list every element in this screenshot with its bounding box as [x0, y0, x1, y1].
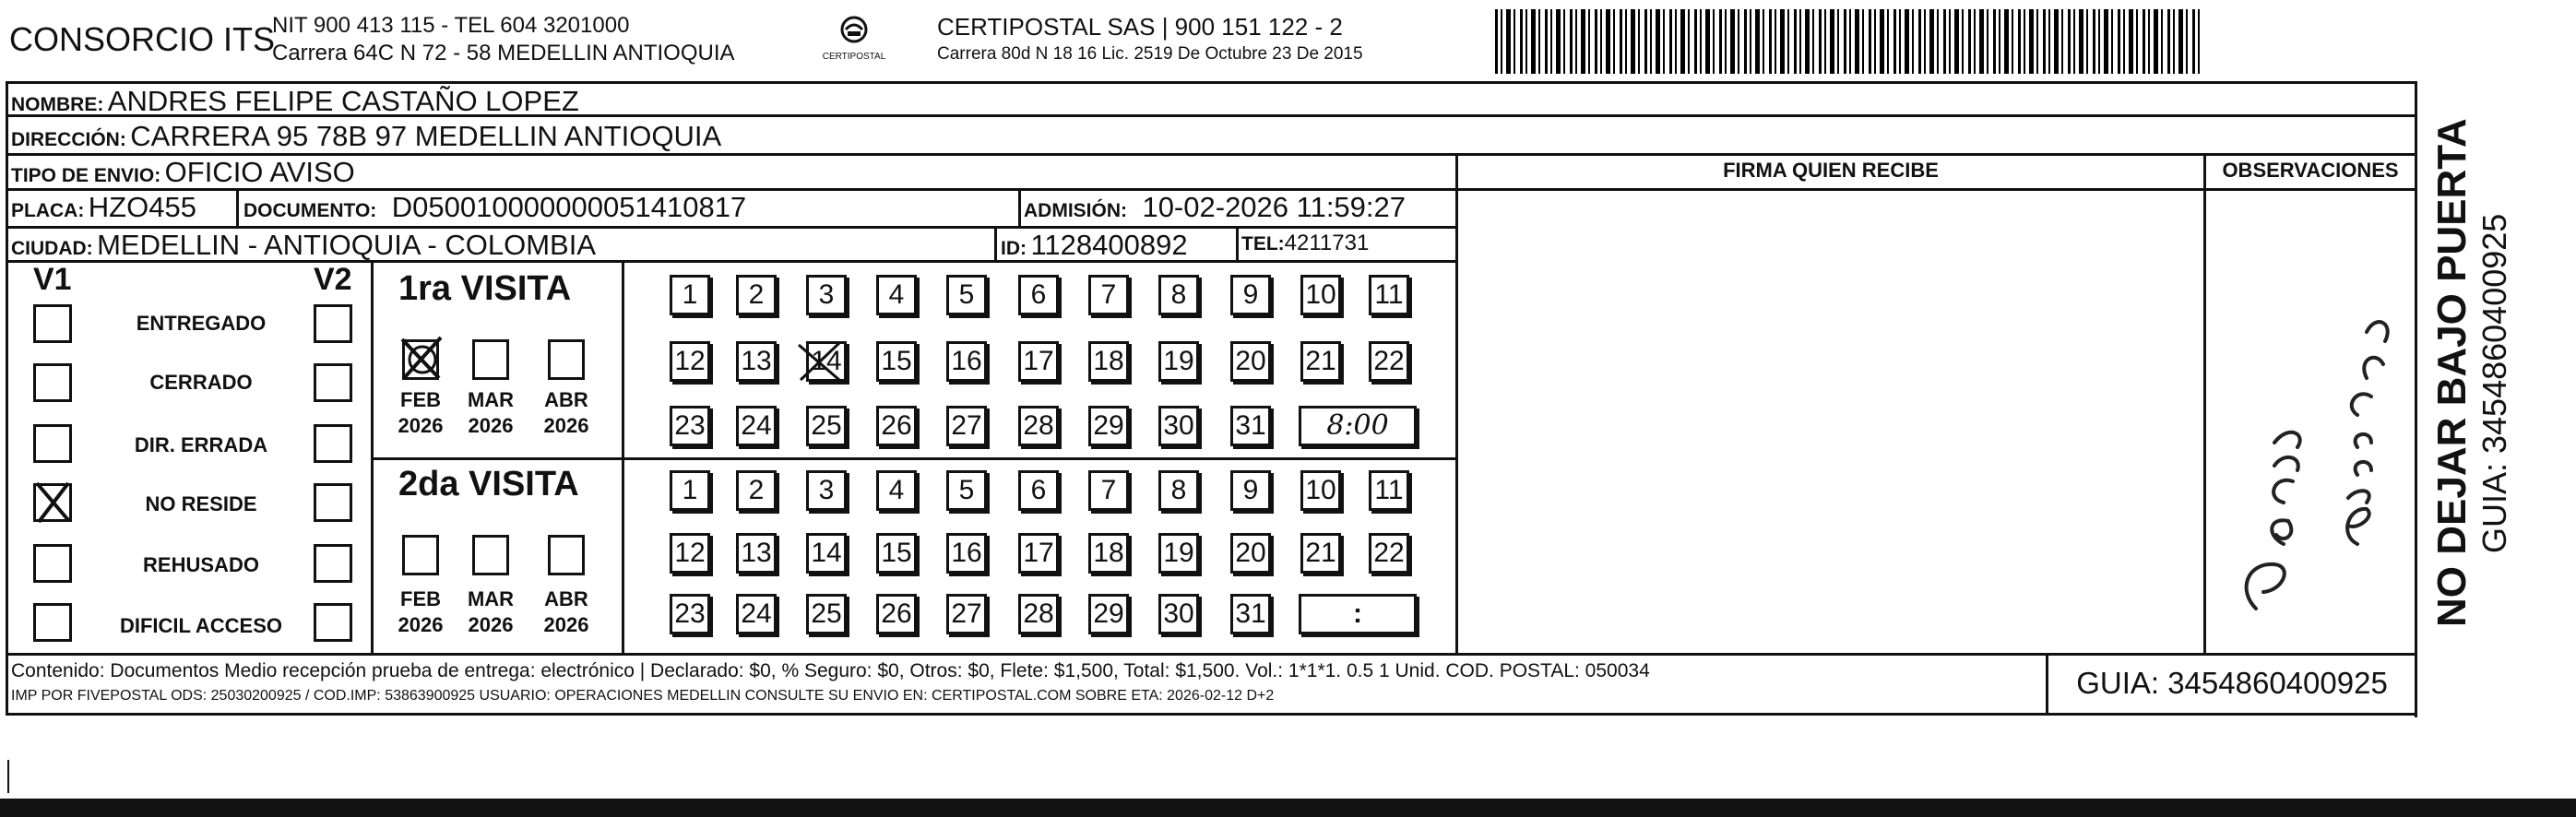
v2-dificil-acceso-checkbox[interactable] — [314, 603, 352, 642]
visit-2-day-7[interactable]: 7 — [1088, 470, 1129, 511]
v1-dificil-acceso-checkbox[interactable] — [33, 603, 72, 642]
id-value: 1128400892 — [1030, 229, 1188, 261]
visit-1-day-3[interactable]: 3 — [806, 275, 847, 315]
visit-1-day-20[interactable]: 20 — [1230, 341, 1271, 382]
visit-2-day-10[interactable]: 10 — [1300, 470, 1341, 511]
visit-2-month-abr: ABR 2026 — [543, 587, 589, 636]
v1-rehusado-checkbox[interactable] — [33, 544, 72, 583]
barcode — [1495, 9, 2203, 74]
visit-1-day-7[interactable]: 7 — [1088, 275, 1129, 315]
footer-contenido: Contenido: Documentos Medio recepción prueba de entrega: electrónico | Declarado: $0, % Seguro: $0, Otros: $0, Flete: $1,500, Total: $1,500. Vol.: 1*1*1. 0.5 1 Unid. COD. POSTAL: 050034 — [11, 660, 1650, 681]
visit-1-day-30[interactable]: 30 — [1158, 406, 1199, 446]
visit-2-day-1[interactable]: 1 — [670, 470, 710, 511]
visit-2-day-16[interactable]: 16 — [946, 533, 987, 574]
visit-2-day-12[interactable]: 12 — [670, 533, 710, 574]
visit-2-day-25[interactable]: 25 — [806, 594, 847, 634]
visit-1-month-abr: ABR 2026 — [543, 388, 589, 437]
visit-2-day-18[interactable]: 18 — [1088, 533, 1129, 574]
v1-entregado-checkbox[interactable] — [33, 304, 72, 343]
id-cell — [1001, 229, 1188, 262]
v2-no-reside-checkbox[interactable] — [314, 483, 352, 522]
visit-1-day-26[interactable]: 26 — [876, 406, 917, 446]
ciudad-value: MEDELLIN - ANTIOQUIA - COLOMBIA — [97, 229, 596, 261]
visit-1-day-13[interactable]: 13 — [736, 341, 777, 382]
certipostal-logo-icon — [834, 15, 874, 48]
visit-2-day-5[interactable]: 5 — [946, 470, 987, 511]
status-entregado: ENTREGADO — [136, 312, 267, 335]
bottom-border — [0, 799, 2576, 817]
admision-cell — [1024, 191, 1406, 224]
visit-1-day-22[interactable]: 22 — [1369, 341, 1409, 382]
visit-2-day-27[interactable]: 27 — [946, 594, 987, 634]
visit-1-day-2[interactable]: 2 — [736, 275, 777, 315]
visit-1-day-11[interactable]: 11 — [1369, 275, 1409, 315]
carrier-license: Carrera 80d N 18 16 Lic. 2519 De Octubre 23 De 2015 — [937, 44, 1363, 64]
footer-imp: IMP POR FIVEPOSTAL ODS: 25030200925 / COD.IMP: 53863900925 USUARIO: OPERACIONES MEDELLIN CONSULTE SU ENVIO EN: CERTIPOSTAL.COM SOBRE ETA: 2026-02-12 D+2 — [11, 688, 1275, 704]
visit-1-day-16[interactable]: 16 — [946, 341, 987, 382]
visit-2-feb-checkbox[interactable] — [402, 535, 439, 575]
admision-label: ADMISIÓN: — [1024, 200, 1127, 221]
visit-1-day-14[interactable]: 14 — [806, 341, 847, 382]
visit-1-title: 1ra VISITA — [398, 269, 572, 308]
visit-1-day-23[interactable]: 23 — [670, 406, 710, 446]
documento-value: D050010000000051410817 — [391, 191, 747, 223]
visit-1-day-18[interactable]: 18 — [1088, 341, 1129, 382]
side-warning: NO DEJAR BAJO PUERTA — [2429, 118, 2475, 627]
visit-1-day-12[interactable]: 12 — [670, 341, 710, 382]
visit-2-day-6[interactable]: 6 — [1018, 470, 1059, 511]
visit-1-feb-checkbox[interactable] — [402, 339, 439, 380]
v1-no-reside-checkbox[interactable] — [33, 483, 72, 522]
visit-1-abr-checkbox[interactable] — [548, 339, 585, 380]
visit-1-month-mar: MAR 2026 — [467, 388, 515, 437]
v2-rehusado-checkbox[interactable] — [314, 544, 352, 583]
direccion-value: CARRERA 95 78B 97 MEDELLIN ANTIOQUIA — [130, 120, 722, 152]
firma-header: FIRMA QUIEN RECIBE — [1723, 159, 1939, 182]
visit-1-day-15[interactable]: 15 — [876, 341, 917, 382]
visit-2-title: 2da VISITA — [398, 465, 579, 503]
address-line: Carrera 64C N 72 - 58 MEDELLIN ANTIOQUIA — [272, 41, 735, 65]
placa-value: HZO455 — [88, 191, 196, 223]
visit-2-month-mar: MAR 2026 — [467, 587, 515, 636]
carrier-line: CERTIPOSTAL SAS | 900 151 122 - 2 — [937, 13, 1343, 41]
documento-label: DOCUMENTO: — [243, 200, 377, 221]
v1-cerrado-checkbox[interactable] — [33, 363, 72, 402]
id-label: ID: — [1001, 238, 1027, 259]
visit-1-day-21[interactable]: 21 — [1300, 341, 1341, 382]
status-no-reside: NO RESIDE — [145, 492, 257, 515]
observaciones-header: OBSERVACIONES — [2222, 159, 2399, 182]
visit-2-day-11[interactable]: 11 — [1369, 470, 1409, 511]
visit-2-day-9[interactable]: 9 — [1230, 470, 1271, 511]
nombre-label: NOMBRE: — [11, 94, 104, 115]
visit-2-day-20[interactable]: 20 — [1230, 533, 1271, 574]
visit-1-day-4[interactable]: 4 — [876, 275, 917, 315]
visit-1-day-24[interactable]: 24 — [736, 406, 777, 446]
tel-value: 4211731 — [1284, 231, 1370, 255]
documento-cell — [243, 191, 746, 224]
nombre-row — [11, 85, 579, 118]
side-guia: GUIA: 3454860400925 — [2475, 213, 2513, 553]
visit-2-day-4[interactable]: 4 — [876, 470, 917, 511]
visit-1-day-5[interactable]: 5 — [946, 275, 987, 315]
visit-2-day-13[interactable]: 13 — [736, 533, 777, 574]
tipo-row — [11, 156, 355, 189]
status-rehusado: REHUSADO — [143, 553, 259, 576]
visit-2-day-19[interactable]: 19 — [1158, 533, 1199, 574]
visit-2-day-14[interactable]: 14 — [806, 533, 847, 574]
v2-cerrado-checkbox[interactable] — [314, 363, 352, 402]
visit-1-day-1[interactable]: 1 — [670, 275, 710, 315]
visit-1-day-8[interactable]: 8 — [1158, 275, 1199, 315]
status-dir-errada: DIR. ERRADA — [134, 433, 268, 456]
status-cerrado: CERRADO — [149, 371, 253, 394]
v1-header: V1 — [33, 262, 72, 297]
visit-1-day-6[interactable]: 6 — [1018, 275, 1059, 315]
visit-1-day-10[interactable]: 10 — [1300, 275, 1341, 315]
v1-dir-errada-checkbox[interactable] — [33, 424, 72, 463]
visit-1-day-19[interactable]: 19 — [1158, 341, 1199, 382]
visit-1-day-31[interactable]: 31 — [1230, 406, 1271, 446]
certipostal-logo — [810, 15, 898, 66]
status-dificil-acceso: DIFICIL ACCESO — [119, 614, 282, 637]
visit-1-day-17[interactable]: 17 — [1018, 341, 1059, 382]
direccion-label: DIRECCIÓN: — [11, 129, 126, 150]
visit-2-mar-checkbox[interactable] — [472, 535, 509, 575]
visit-2-day-26[interactable]: 26 — [876, 594, 917, 634]
visit-2-day-31[interactable]: 31 — [1230, 594, 1271, 634]
visit-2-month-feb: FEB 2026 — [398, 587, 444, 636]
placa-label: PLACA: — [11, 200, 85, 221]
visit-2-day-3[interactable]: 3 — [806, 470, 847, 511]
placa-cell — [11, 191, 196, 224]
v2-dir-errada-checkbox[interactable] — [314, 424, 352, 463]
visit-2-day-23[interactable]: 23 — [670, 594, 710, 634]
tipo-value: OFICIO AVISO — [164, 156, 355, 188]
admision-value: 10-02-2026 11:59:27 — [1142, 191, 1407, 223]
visit-2-day-21[interactable]: 21 — [1300, 533, 1341, 574]
nit-line: NIT 900 413 115 - TEL 604 3201000 — [272, 13, 630, 38]
visit-2-day-28[interactable]: 28 — [1018, 594, 1059, 634]
visit-2-day-17[interactable]: 17 — [1018, 533, 1059, 574]
visit-1-day-28[interactable]: 28 — [1018, 406, 1059, 446]
v2-entregado-checkbox[interactable] — [314, 304, 352, 343]
visit-2-time-box[interactable]: : — [1299, 594, 1417, 634]
visit-1-month-feb: FEB 2026 — [398, 388, 444, 437]
visit-1-day-27[interactable]: 27 — [946, 406, 987, 446]
ciudad-label: CIUDAD: — [11, 238, 93, 259]
visit-2-day-30[interactable]: 30 — [1158, 594, 1199, 634]
footer-guia: GUIA: 3454860400925 — [2076, 666, 2388, 700]
visit-1-time-box[interactable]: 8:00 — [1299, 406, 1417, 446]
visit-1-day-25[interactable]: 25 — [806, 406, 847, 446]
visit-1-mar-checkbox[interactable] — [472, 339, 509, 380]
visit-2-abr-checkbox[interactable] — [548, 535, 585, 575]
visit-2-day-2[interactable]: 2 — [736, 470, 777, 511]
certipostal-logo-text: CERTIPOSTAL — [822, 52, 886, 62]
visit-2-day-15[interactable]: 15 — [876, 533, 917, 574]
visit-2-day-22[interactable]: 22 — [1369, 533, 1409, 574]
direccion-row — [11, 120, 721, 153]
company-name: CONSORCIO ITS — [9, 20, 276, 58]
visit-1-day-9[interactable]: 9 — [1230, 275, 1271, 315]
nombre-value: ANDRES FELIPE CASTAÑO LOPEZ — [107, 85, 579, 117]
visit-1-day-29[interactable]: 29 — [1088, 406, 1129, 446]
tel-cell — [1241, 231, 1369, 256]
visit-2-day-8[interactable]: 8 — [1158, 470, 1199, 511]
tipo-label: TIPO DE ENVIO: — [11, 165, 161, 186]
ciudad-cell — [11, 229, 596, 262]
visit-2-day-24[interactable]: 24 — [736, 594, 777, 634]
v2-header: V2 — [314, 262, 352, 297]
visit-2-day-29[interactable]: 29 — [1088, 594, 1129, 634]
tel-label: TEL: — [1241, 233, 1285, 255]
